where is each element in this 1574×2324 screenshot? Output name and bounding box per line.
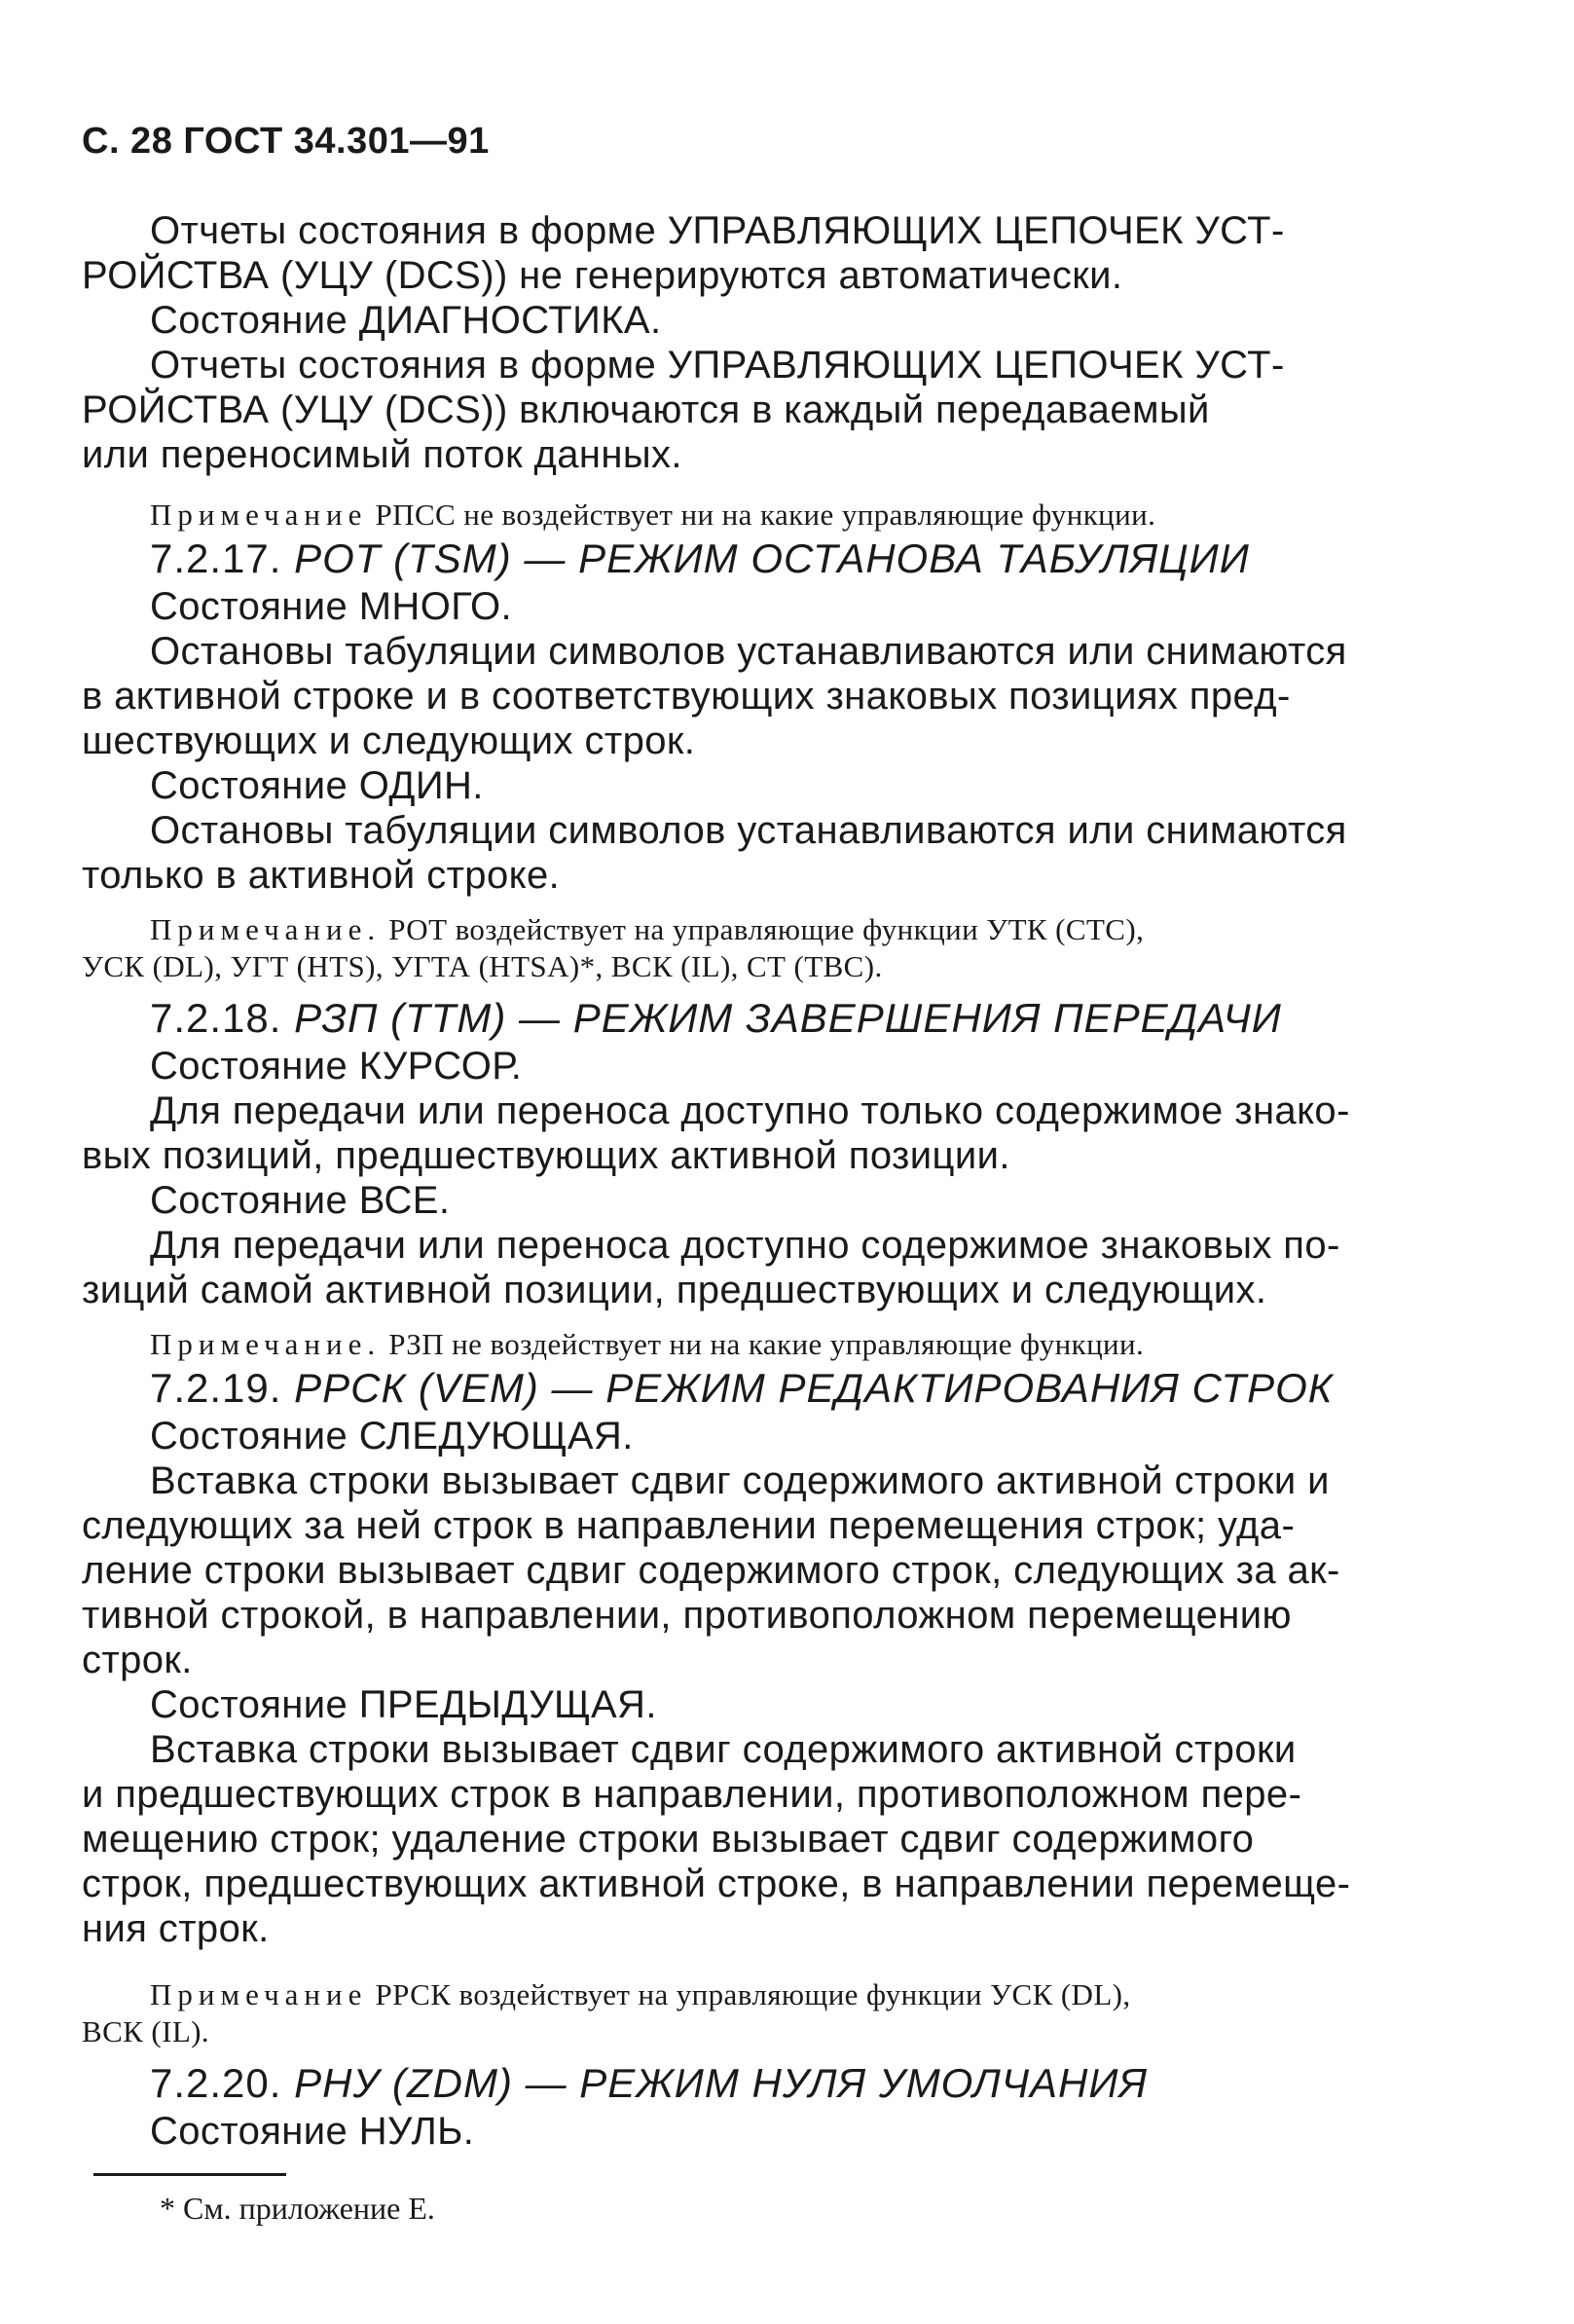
line-text: РОТ (TSM) — РЕЖИМ ОСТАНОВА ТАБУЛЯЦИИ bbox=[281, 535, 1250, 581]
line-text: Остановы табуляции символов устанавливаются или снимаются bbox=[150, 809, 1347, 852]
line-text: РРСК воздействует на управляющие функции УСК (DL), bbox=[367, 1977, 1131, 2011]
page-header: С. 28 ГОСТ 34.301—91 bbox=[82, 121, 490, 162]
paragraph-line bbox=[82, 629, 1464, 674]
paragraph-line bbox=[82, 1817, 1464, 1862]
text-block bbox=[82, 1363, 1464, 1951]
line-text: Вставка строки вызывает сдвиг содержимого активной строки bbox=[150, 1728, 1297, 1771]
line-text: мещению строк; удаление строки вызывает сдвиг содержимого bbox=[82, 1818, 1255, 1861]
line-text: ния строк. bbox=[82, 1907, 270, 1950]
text-block bbox=[82, 1976, 1464, 2050]
paragraph-line bbox=[82, 387, 1464, 432]
line-text: и предшествующих строк в направлении, противоположном пере- bbox=[82, 1773, 1302, 1816]
line-text: Для передачи или переноса доступно содержимое знаковых по- bbox=[150, 1224, 1340, 1267]
line-text: зиций самой активной позиции, предшествующих и следующих. bbox=[82, 1269, 1267, 1311]
note-label: Примечание bbox=[150, 498, 368, 532]
note-label: Примечание. bbox=[150, 1327, 382, 1361]
paragraph-line bbox=[82, 1862, 1464, 1906]
paragraph-line bbox=[82, 1593, 1464, 1638]
line-text: Для передачи или переноса доступно только содержимое знако- bbox=[150, 1089, 1350, 1132]
paragraph-line bbox=[82, 1727, 1464, 1772]
line-text: ление строки вызывает сдвиг содержимого строк, следующих за ак- bbox=[82, 1549, 1340, 1592]
paragraph-line bbox=[82, 298, 1464, 343]
line-text: Состояние ВСЕ. bbox=[150, 1179, 451, 1222]
paragraph-line bbox=[82, 1906, 1464, 1951]
text-block bbox=[82, 208, 1464, 477]
note-label: Примечание. bbox=[150, 912, 382, 946]
line-text: Состояние ПРЕДЫДУЩАЯ. bbox=[150, 1683, 657, 1726]
section-heading bbox=[82, 534, 1464, 584]
note-line bbox=[82, 497, 1464, 534]
text-block bbox=[82, 2058, 1464, 2154]
paragraph-line bbox=[82, 584, 1464, 629]
line-text: Состояние ОДИН. bbox=[150, 764, 484, 807]
footnote-divider bbox=[93, 2173, 286, 2176]
section-number: 7.2.20. bbox=[150, 2060, 282, 2106]
paragraph-line bbox=[82, 1772, 1464, 1817]
paragraph-line bbox=[82, 253, 1464, 298]
text-block bbox=[82, 497, 1464, 534]
line-text: Вставка строки вызывает сдвиг содержимого активной строки и bbox=[150, 1459, 1330, 1502]
text-block bbox=[82, 911, 1464, 985]
section-heading bbox=[82, 2058, 1464, 2109]
paragraph-line bbox=[82, 2109, 1464, 2154]
paragraph-line bbox=[82, 853, 1464, 898]
text-block bbox=[82, 993, 1464, 1312]
paragraph-line bbox=[82, 1088, 1464, 1133]
line-text: шествующих и следующих строк. bbox=[82, 719, 696, 762]
paragraph-line bbox=[82, 432, 1464, 477]
line-text: РЗП не воздействует ни на какие управляющие функции. bbox=[381, 1327, 1145, 1361]
line-text: Отчеты состояния в форме УПРАВЛЯЮЩИХ ЦЕПОЧЕК УСТ- bbox=[150, 344, 1285, 387]
note-label: Примечание bbox=[150, 1977, 368, 2011]
paragraph-line bbox=[82, 763, 1464, 808]
line-text: РНУ (ZDM) — РЕЖИМ НУЛЯ УМОЛЧАНИЯ bbox=[281, 2060, 1149, 2106]
line-text: Отчеты состояния в форме УПРАВЛЯЮЩИХ ЦЕПОЧЕК УСТ- bbox=[150, 209, 1285, 252]
line-text: Состояние МНОГО. bbox=[150, 585, 513, 628]
paragraph-line bbox=[82, 1178, 1464, 1223]
line-text: только в активной строке. bbox=[82, 854, 561, 897]
text-block bbox=[82, 534, 1464, 898]
line-text: Состояние КУРСОР. bbox=[150, 1045, 523, 1088]
line-text: РОТ воздействует на управляющие функции УТК (СТС), bbox=[381, 912, 1145, 946]
line-text: Состояние НУЛЬ. bbox=[150, 2110, 475, 2153]
paragraph-line bbox=[82, 1223, 1464, 1268]
line-text: РРСК (VEM) — РЕЖИМ РЕДАКТИРОВАНИЯ СТРОК bbox=[281, 1365, 1334, 1411]
line-text: вых позиций, предшествующих активной позиции. bbox=[82, 1134, 1010, 1177]
line-text: Состояние ДИАГНОСТИКА. bbox=[150, 299, 662, 342]
line-text: Состояние СЛЕДУЮЩАЯ. bbox=[150, 1415, 634, 1457]
paragraph-line bbox=[82, 1503, 1464, 1548]
paragraph-line bbox=[82, 719, 1464, 763]
line-text: УСК (DL), УГТ (HTS), УГТА (HTSA)*, ВСК (IL), СТ (TBC). bbox=[82, 949, 883, 983]
line-text: РЗП (TTM) — РЕЖИМ ЗАВЕРШЕНИЯ ПЕРЕДАЧИ bbox=[281, 995, 1282, 1041]
line-text: РОЙСТВА (УЦУ (DCS)) включаются в каждый передаваемый bbox=[82, 388, 1210, 431]
line-text: следующих за ней строк в направлении перемещения строк; уда- bbox=[82, 1504, 1296, 1547]
paragraph-line bbox=[82, 1638, 1464, 1682]
note-line bbox=[82, 911, 1464, 948]
note-line bbox=[82, 948, 1464, 985]
section-number: 7.2.18. bbox=[150, 995, 282, 1041]
line-text: РПСС не воздействует ни на какие управляющие функции. bbox=[367, 498, 1156, 532]
line-text: строк. bbox=[82, 1639, 193, 1681]
line-text: РОЙСТВА (УЦУ (DCS)) не генерируются автоматически. bbox=[82, 254, 1123, 297]
paragraph-line bbox=[82, 808, 1464, 853]
text-block bbox=[82, 1326, 1464, 1363]
note-line bbox=[82, 2013, 1464, 2050]
paragraph-line bbox=[82, 208, 1464, 253]
paragraph-line bbox=[82, 1458, 1464, 1503]
line-text: тивной строкой, в направлении, противоположном перемещению bbox=[82, 1594, 1292, 1637]
note-line bbox=[82, 1976, 1464, 2013]
paragraph-line bbox=[82, 1548, 1464, 1593]
section-heading bbox=[82, 993, 1464, 1044]
paragraph-line bbox=[82, 1133, 1464, 1178]
line-text: ВСК (IL). bbox=[82, 2014, 210, 2048]
footnote: * См. приложение Е. bbox=[160, 2191, 435, 2226]
paragraph-line bbox=[82, 1414, 1464, 1458]
line-text: Остановы табуляции символов устанавливаются или снимаются bbox=[150, 630, 1347, 673]
paragraph-line bbox=[82, 1682, 1464, 1727]
line-text: в активной строке и в соответствующих знаковых позициях пред- bbox=[82, 675, 1291, 718]
section-number: 7.2.17. bbox=[150, 535, 282, 581]
note-line bbox=[82, 1326, 1464, 1363]
section-number: 7.2.19. bbox=[150, 1365, 282, 1411]
paragraph-line bbox=[82, 1044, 1464, 1088]
paragraph-line bbox=[82, 343, 1464, 387]
section-heading bbox=[82, 1363, 1464, 1414]
line-text: строк, предшествующих активной строке, в направлении перемеще- bbox=[82, 1863, 1351, 1905]
paragraph-line bbox=[82, 674, 1464, 719]
paragraph-line bbox=[82, 1268, 1464, 1312]
line-text: или переносимый поток данных. bbox=[82, 433, 682, 476]
